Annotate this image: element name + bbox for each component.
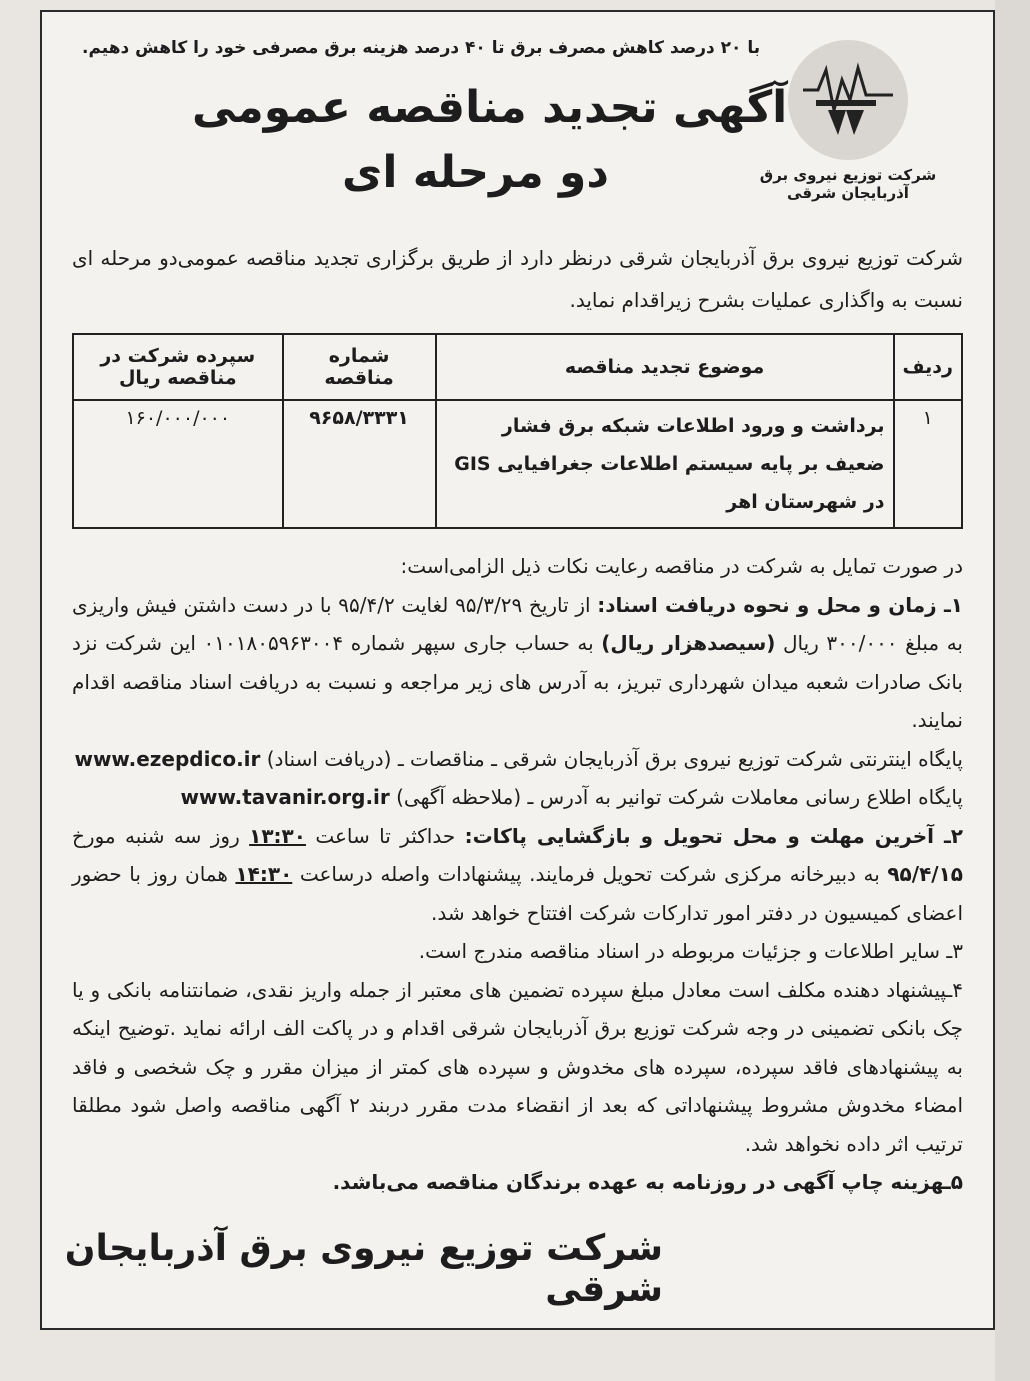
tender-table [72,333,963,529]
notice-header [42,12,993,227]
conditions-section [72,547,963,1202]
tender-table-header-row [73,334,962,400]
condition-item-1 [72,586,963,740]
item1-title: ۱ـ زمان و محل و نحوه دریافت اسناد: [597,592,963,617]
notice-subtitle: دو مرحله ای [342,147,609,198]
cell-subject: برداشت و ورود اطلاعات شبکه برق فشار ضعیف بر پایه سیستم اطلاعات جغرافیایی GIS در شهرستان اهر [436,400,894,528]
item2-opening-time: ۱۴:۳۰ [235,862,293,886]
conditions-lead: در صورت تمایل به شرکت در مناقصه رعایت نکات ذیل الزامی‌است: [400,554,963,578]
tender-notice [40,10,995,1330]
notice-title: آگهی تجدید مناقصه عمومی [192,82,788,133]
condition-item-4: ۴ـپیشنهاد دهنده مکلف است معادل مبلغ سپرده تضمین های معتبر از جمله واریز نقدی، ضمانتنامه بانکی و یا چک بانکی تضمینی در وجه شرکت توزیع برق آذربایجان شرقی اقدام و در پاکت الف ارائه نماید .توضیح اینکه به پیشنهادهای فاقد سپرده، سپرده های مخدوش و سپرده های کمتر از میزان مقرر و چک شخصی و فاقد امضاء مخدوش مشروط پیشنهاداتی که بعد از انقضاء مدت مقرر دربند ۲ آگهی مناقصه واصل شود مطلقا ترتیب اثر داده نخواهد شد. [72,977,964,1156]
col-header-number: شماره مناقصه [283,334,436,400]
item2-title: ۲ـ آخرین مهلت و محل تحویل و بازگشایی پاکات: [464,823,963,848]
col-header-deposit: سپرده شرکت در مناقصه ریال [73,334,283,400]
adjacent-column-strip [995,0,1030,1381]
company-logo [788,40,908,160]
item2-text-c: به دبیرخانه مرکزی شرکت تحویل فرمایند. پیشنهادات واصله درساعت [292,862,888,886]
item2-text-b: روز سه شنبه مورخ [72,823,250,848]
cell-deposit: ۱۶۰/۰۰۰/۰۰۰ [73,400,283,528]
site2-url: www.tavanir.org.ir [180,785,390,809]
intro-paragraph: شرکت توزیع نیروی برق آذربایجان شرقی درنظر دارد از طریق برگزاری تجدید مناقصه عمومی‌دو مرحله ای نسبت به واگذاری عملیات بشرح زیراقدام نماید. [72,246,963,312]
item1-text-b: به حساب جاری سپهر شماره ۰۱۰۱۸۰۵۹۶۳۰۰۴ این شرکت نزد بانک صادرات شعبه میدان شهرداری تبریز، به آدرس های زیر مراجعه و نسبت به دریافت اسناد مناقصه اقدام نمایند. [72,631,963,732]
item2-deadline-date: ۹۵/۴/۱۵ [887,862,963,886]
item2-text-a: حداکثر تا ساعت [305,823,465,848]
company-name-under-logo: شرکت توزیع نیروی برق آذربایجان شرقی [759,166,937,202]
cell-number: ۹۶۵۸/۳۳۳۱ [283,400,436,528]
item2-deadline-time: ۱۳:۳۰ [249,823,306,848]
col-header-row: ردیف [894,334,962,400]
condition-item-5: ۵ـهزینه چاپ آگهی در روزنامه به عهده برندگان مناقصه می‌باشد. [332,1170,963,1194]
item1-text-a: از تاریخ ۹۵/۳/۲۹ لغایت ۹۵/۴/۲ با در دست داشتن فیش واریزی به مبلغ ۳۰۰/۰۰۰ ریال [72,592,963,655]
condition-item-2 [72,817,963,933]
power-lightning-icon [798,60,898,140]
cell-row: ۱ [894,400,962,528]
site1-text: پایگاه اینترنتی شرکت توزیع نیروی برق آذربایجان شرقی ـ مناقصات ـ (دریافت اسناد) [260,746,963,771]
website-line-1 [72,740,963,779]
energy-saving-slogan: با ۲۰ درصد کاهش مصرف برق تا ۴۰ درصد هزینه برق مصرفی خود را کاهش دهیم. [82,38,761,58]
item2-text-d: همان روز با حضور اعضای کمیسیون در دفتر امور تدارکات شرکت افتتاح خواهد شد. [72,862,963,925]
company-signature: شرکت توزیع نیروی برق آذربایجان شرقی [64,1228,663,1310]
col-header-subject: موضوع تجدید مناقصه [436,334,894,400]
site2-text: پایگاه اطلاع رسانی معاملات شرکت توانیر به آدرس ـ (ملاحظه آگهی) [389,785,963,809]
website-line-2 [72,778,963,817]
condition-item-3: ۳ـ سایر اطلاعات و جزئیات مربوطه در اسناد مناقصه مندرج است. [418,939,963,963]
site1-url: www.ezepdico.ir [74,746,261,771]
table-row [73,400,962,528]
item1-bold-amount: (سیصدهزار ریال) [601,631,776,655]
